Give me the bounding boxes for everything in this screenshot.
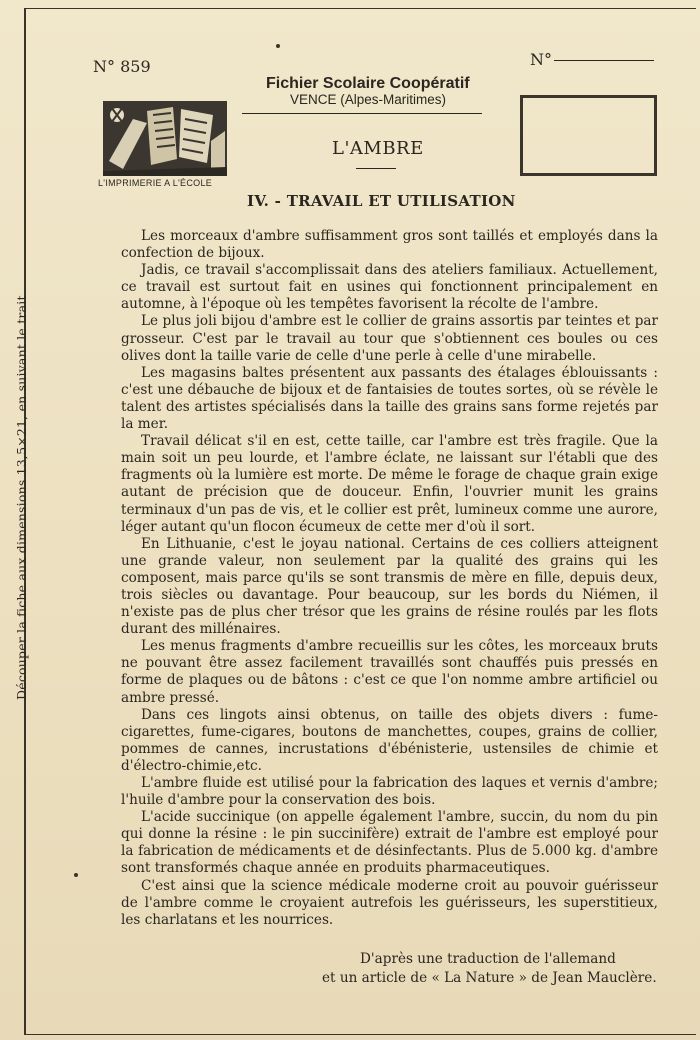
paragraph: L'ambre fluide est utilisé pour la fabrication des laques et vernis d'ambre; l'huile d'ambre pour la conservation des bois. bbox=[121, 775, 658, 809]
cutting-instruction: Découper la fiche aux dimensions 13,5×21, en suivant le trait bbox=[14, 295, 29, 700]
article-body bbox=[121, 228, 658, 929]
paragraph: Dans ces lingots ainsi obtenus, on taille des objets divers : fume-cigarettes, fume-cigares, boutons de manchettes, coupes, grains de collier, pommes de cannes, incrustations d'ébénisterie, ustensiles de chimie et d'électro-chimie,etc. bbox=[121, 706, 658, 774]
paragraph: Jadis, ce travail s'accomplissait dans des ateliers familiaux. Actuellement, ce travail est surtout fait en usines qui fonctionnent principalement en automne, à l'époque où les tempêtes favorisent la récolte de l'ambre. bbox=[121, 262, 658, 313]
topic-title: L'AMBRE bbox=[332, 138, 424, 159]
paragraph: Les magasins baltes présentent aux passants des étalages éblouissants : c'est une débauche de bijoux et de fantaisies de toutes sortes, où se révèle le talent des artistes spécialisés dans la taille des grains sans forme rejetés par la mer. bbox=[121, 364, 658, 433]
empty-stamp-box bbox=[520, 95, 657, 176]
paragraph: L'acide succinique (on appelle également l'ambre, succin, du nom du pin qui donne la résine : le pin succinifère) extrait de l'ambre est employé pour la fabrication de médicaments et de désinfectants. Plus de 5.000 kg. d'ambre sont transformés chaque année en produits pharmaceutiques. bbox=[121, 809, 658, 877]
binding-hole-dot bbox=[276, 44, 280, 48]
paragraph: Le plus joli bijou d'ambre est le collier de grains assortis par teintes et par grosseur. C'est par le travail au tour que s'obtiennent ces boules ou ces olives dont la taille varie de celle d'une perle à celle d'une mirabelle. bbox=[121, 313, 658, 364]
source-attribution bbox=[322, 950, 660, 988]
printing-press-illustration bbox=[103, 101, 227, 176]
header-place: VENCE (Alpes-Maritimes) bbox=[290, 92, 447, 107]
paragraph: Les morceaux d'ambre suffisamment gros sont taillés et employés dans la confection de bijoux. bbox=[121, 228, 658, 262]
source-line-1: D'après une traduction de l'allemand bbox=[360, 951, 616, 967]
binding-hole-dot bbox=[74, 873, 78, 877]
number-blank-line bbox=[554, 60, 654, 61]
header-title: Fichier Scolaire Coopératif bbox=[266, 75, 470, 92]
topic-underline bbox=[356, 168, 396, 169]
paragraph: C'est ainsi que la science médicale moderne croit au pouvoir guérisseur de l'ambre comme le croyaient autrefois les guérisseurs, les superstitieux, les charlatans et les nourrices. bbox=[121, 877, 658, 928]
number-label: N° bbox=[530, 50, 552, 69]
fiche-number: N° 859 bbox=[93, 57, 151, 76]
source-line-2: et un article de « La Nature » de Jean Mauclère. bbox=[322, 970, 657, 986]
printing-press-logo bbox=[103, 101, 227, 176]
paragraph: Les menus fragments d'ambre recueillis sur les côtes, les morceaux bruts ne pouvant être assez facilement travaillés sont chauffés puis pressés en forme de plaques ou de bâtons : c'est ce que l'on nomme ambre artificiel ou ambre pressé. bbox=[121, 638, 658, 706]
paragraph: En Lithuanie, c'est le joyau national. Certains de ces colliers atteignent une grande valeur, non seulement par la qualité des grains qui les composent, mais parce qu'ils se sont transmis de mère en fille, depuis deux, trois siècles ou davantage. Pour beaucoup, sur les bords du Niémen, il n'existe pas de plus cher trésor que les grains de résine roulés par les flots durant des millénaires. bbox=[121, 535, 658, 638]
section-heading: IV. - TRAVAIL ET UTILISATION bbox=[247, 192, 516, 210]
paragraph: Travail délicat s'il en est, cette taille, car l'ambre est très fragile. Que la main soit un peu lourde, et l'ambre éclate, ne laissant sur l'établi que des fragments où la lumière est morte. De même le forage de chaque grain exige autant de précision que de douceur. Enfin, l'ouvrier munit les grains terminaux d'un pas de vis, et le collier est prêt, lumineux comme une aurore, léger autant qu'un flocon écumeux de cette mer d'où il sort. bbox=[121, 433, 658, 535]
header-divider bbox=[242, 113, 482, 114]
logo-caption: L'IMPRIMERIE A L'ÉCOLE bbox=[98, 178, 213, 188]
number-blank-field bbox=[530, 50, 654, 69]
